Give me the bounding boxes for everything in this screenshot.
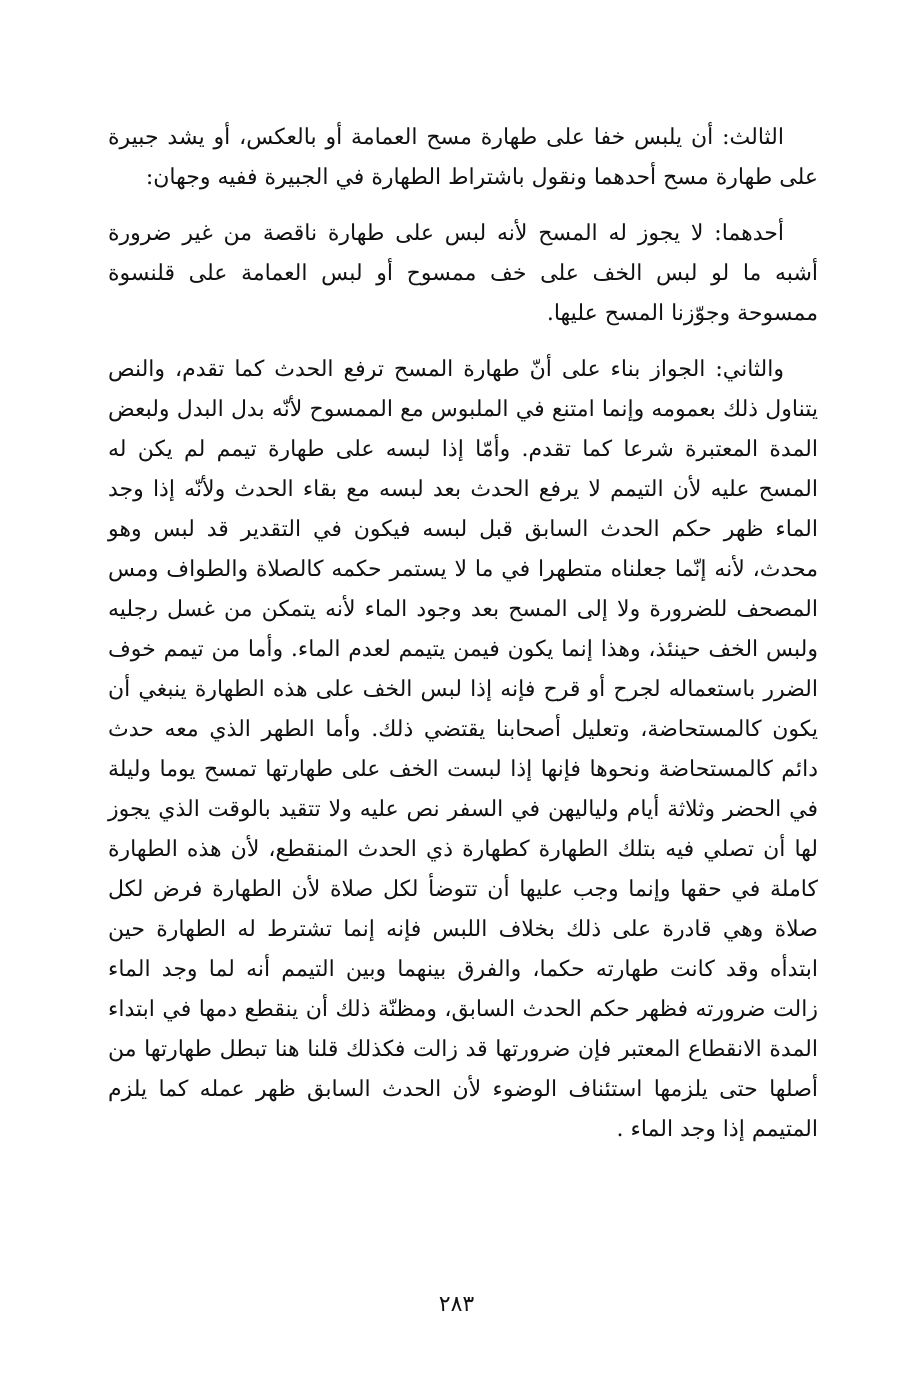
body-text — [108, 118, 818, 1150]
paragraph-second-opinion: والثاني: الجواز بناء على أنّ طهارة المسح ترفع الحدث كما تقدم، والنص يتناول ذلك بعمومه وإنما امتنع في الملبوس مع الممسوح لأنّه بدل البدل ولبعض المدة المعتبرة شرعا كما تقدم. وأمّا إذا لبسه على طهارة تيمم لم يكن له المسح عليه لأن التيمم لا يرفع الحدث بعد لبسه مع بقاء الحدث ولأنّه إذا وجد الماء ظهر حكم الحدث السابق قبل لبسه فيكون في التقدير قد لبس وهو محدث، لأنه إنّما جعلناه متطهرا في ما لا يستمر حكمه كالصلاة والطواف ومس المصحف للضرورة ولا إلى المسح بعد وجود الماء لأنه يتمكن من غسل رجليه ولبس الخف حينئذ، وهذا إنما يكون فيمن يتيمم لعدم الماء. وأما من تيمم خوف الضرر باستعماله لجرح أو قرح فإنه إذا لبس الخف على هذه الطهارة ينبغي أن يكون كالمستحاضة، وتعليل أصحابنا يقتضي ذلك. وأما الطهر الذي معه حدث دائم كالمستحاضة ونحوها فإنها إذا لبست الخف على طهارتها تمسح يوما وليلة في الحضر وثلاثة أيام ولياليهن في السفر نص عليه ولا تتقيد بالوقت الذي يجوز لها أن تصلي فيه بتلك الطهارة كطهارة ذي الحدث المنقطع، لأن هذه الطهارة كاملة في حقها وإنما وجب عليها أن تتوضأ لكل صلاة لأن الطهارة فرض لكل صلاة وهي قادرة على ذلك بخلاف اللبس فإنه إنما تشترط له الطهارة حين ابتدأه وقد كانت طهارته حكما، والفرق بينهما وبين التيمم أنه لما وجد الماء زالت ضرورته فظهر حكم الحدث السابق، ومظنّة ذلك أن ينقطع دمها في ابتداء المدة الانقطاع المعتبر فإن ضرورتها قد زالت فكذلك قلنا هنا تبطل طهارتها من أصلها حتى يلزمها استئناف الوضوء لأن الحدث السابق ظهر عمله كما يلزم المتيمم إذا وجد الماء . — [108, 357, 818, 1142]
paragraph-first-opinion: أحدهما: لا يجوز له المسح لأنه لبس على طهارة ناقصة من غير ضرورة أشبه ما لو لبس الخف على خف ممسوح أو لبس العمامة على قلنسوة ممسوحة وجوّزنا المسح عليها. — [108, 221, 818, 326]
page-number: ٢٨٣ — [438, 1292, 475, 1317]
paragraph-third-case: الثالث: أن يلبس خفا على طهارة مسح العمامة أو بالعكس، أو يشد جبيرة على طهارة مسح أحدهما ونقول باشتراط الطهارة في الجبيرة ففيه وجهان: — [108, 125, 818, 190]
